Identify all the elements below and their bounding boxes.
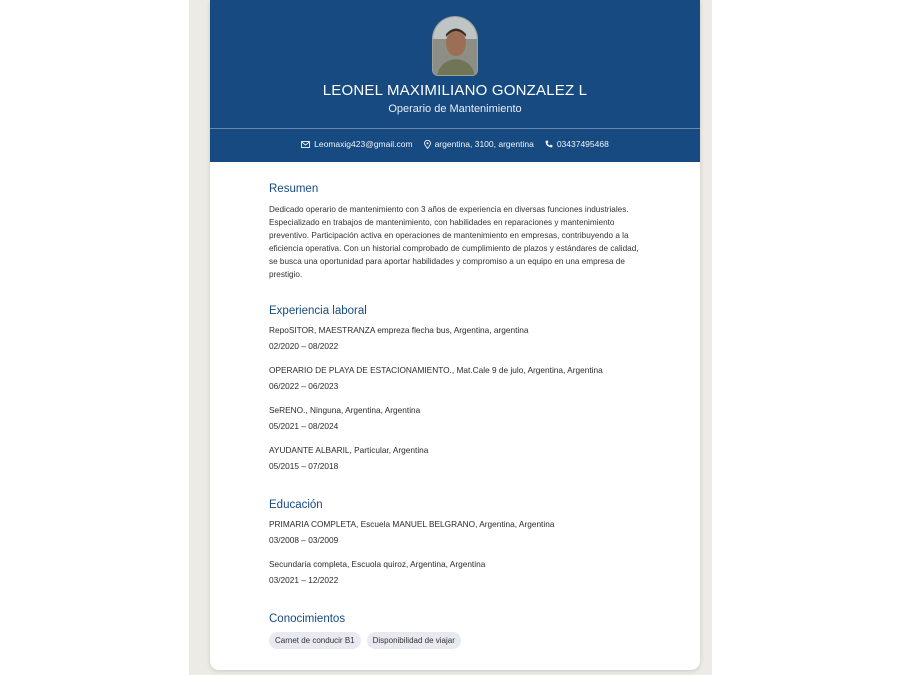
experience-item bbox=[269, 365, 641, 405]
experience-section bbox=[269, 305, 641, 485]
experience-item-dates: 05/2021 – 08/2024 bbox=[269, 421, 339, 432]
experience-item bbox=[269, 325, 641, 365]
experience-item-dates: 02/2020 – 08/2022 bbox=[269, 341, 339, 352]
location-pin-icon bbox=[424, 140, 431, 149]
experience-item bbox=[269, 405, 641, 445]
education-title: Educación bbox=[269, 499, 323, 512]
contact-bar bbox=[210, 139, 700, 149]
experience-item-dates: 06/2022 – 06/2023 bbox=[269, 381, 339, 392]
profile-photo bbox=[432, 16, 478, 76]
skills-list bbox=[269, 632, 641, 649]
education-item-dates: 03/2008 – 03/2009 bbox=[269, 535, 339, 546]
experience-item-title: OPERARIO DE PLAYA DE ESTACIONAMIENTO., Mat.Cale 9 de julo, Argentina, Argentina bbox=[269, 365, 603, 376]
contact-email[interactable] bbox=[301, 139, 412, 149]
candidate-name: LEONEL MAXIMILIANO GONZALEZ L bbox=[322, 82, 588, 99]
job-title: Operario de Mantenimiento bbox=[388, 103, 522, 115]
education-item bbox=[269, 519, 641, 559]
summary-section bbox=[269, 183, 641, 281]
education-item bbox=[269, 559, 641, 599]
resume-content bbox=[269, 183, 641, 649]
experience-item-title: AYUDANTE ALBARIL, Particular, Argentina bbox=[269, 445, 429, 456]
experience-item-title: SeRENO., Ninguna, Argentina, Argentina bbox=[269, 405, 421, 416]
education-item-title: Secundaria completa, Escuola quiroz, Argentina, Argentina bbox=[269, 559, 486, 570]
contact-phone[interactable] bbox=[545, 139, 609, 149]
education-item-title: PRIMARIA COMPLETA, Escuela MANUEL BELGRANO, Argentina, Argentina bbox=[269, 519, 555, 530]
mail-icon bbox=[301, 141, 310, 148]
phone-text: 03437495468 bbox=[556, 139, 609, 149]
resume-card bbox=[210, 0, 700, 670]
skills-title: Conocimientos bbox=[269, 613, 346, 626]
experience-title: Experiencia laboral bbox=[269, 305, 367, 318]
experience-item-title: RepoSITOR, MAESTRANZA empreza flecha bus, Argentina, argentina bbox=[269, 325, 529, 336]
phone-icon bbox=[545, 140, 553, 148]
experience-item bbox=[269, 445, 641, 485]
education-section bbox=[269, 499, 641, 599]
skill-chip: Carnet de conducir B1 bbox=[269, 632, 361, 649]
header-divider bbox=[210, 128, 700, 129]
summary-text: Dedicado operario de mantenimiento con 3 años de experiencia en diversas funciones industriales. Especializado en trabajos de mantenimiento, con habilidades en reparaciones y mantenimiento preventivo. Participación activa en operaciones de mantenimiento en empresas, contribuyendo a la eficiencia operativa. Con un historial comprobado de cumplimiento de plazos y estándares de calidad, se busca una oportunidad para aportar habilidades y compromiso a un equipo en una empresa de prestigio. bbox=[269, 205, 639, 279]
resume-header bbox=[210, 0, 700, 162]
contact-location bbox=[424, 139, 534, 149]
skills-section bbox=[269, 613, 641, 649]
summary-title: Resumen bbox=[269, 183, 319, 195]
skill-chip: Disponibilidad de viajar bbox=[367, 632, 461, 649]
location-text: argentina, 3100, argentina bbox=[434, 139, 534, 149]
experience-item-dates: 05/2015 – 07/2018 bbox=[269, 461, 339, 472]
education-item-dates: 03/2021 – 12/2022 bbox=[269, 575, 339, 586]
email-text: Leomaxig423@gmail.com bbox=[314, 139, 413, 149]
